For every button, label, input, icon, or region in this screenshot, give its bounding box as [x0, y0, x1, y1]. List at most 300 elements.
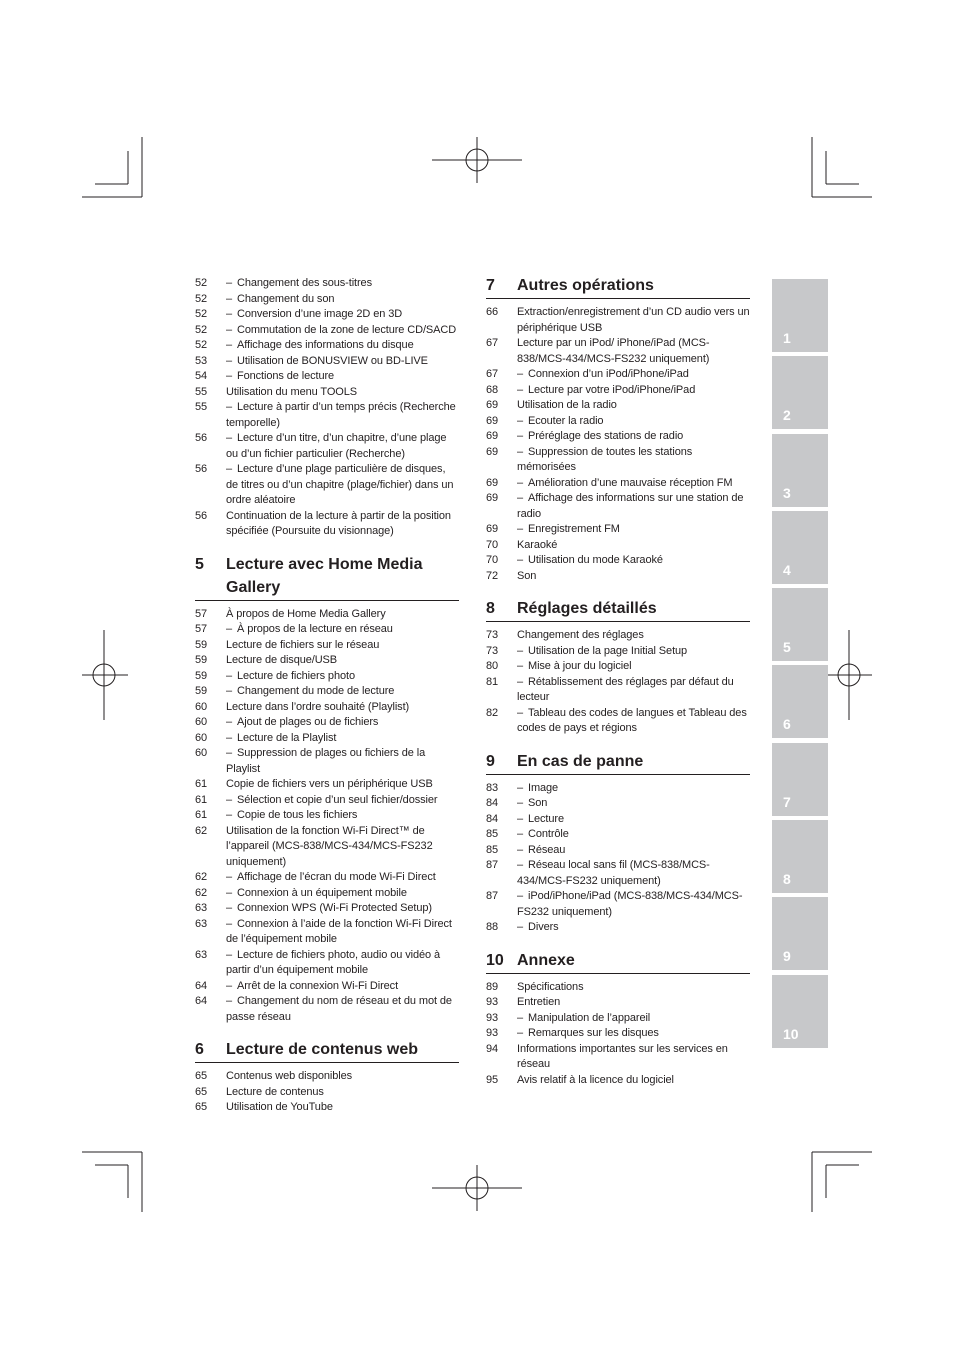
toc-entry-dash: – [517, 890, 524, 902]
chapter-tab-number: 8 [783, 871, 791, 888]
toc-entry-dash: – [517, 492, 524, 504]
toc-entry-page: 52 [195, 323, 208, 336]
toc-entry-text: – Arrêt de la connexion Wi-Fi Direct [226, 979, 459, 995]
toc-entry[interactable] [486, 858, 750, 889]
section-number: 9 [486, 752, 495, 770]
toc-entry-page: 60 [195, 747, 208, 759]
toc-entry-text: – Son [517, 796, 750, 812]
chapter-tab-10[interactable] [772, 975, 828, 1048]
section-title: Lecture de contenus web [226, 1041, 419, 1058]
toc-entry[interactable] [195, 622, 459, 638]
toc-entry-text: – Amélioration d’une mauvaise réception FM [517, 476, 750, 492]
toc-entry-dash: – [226, 948, 233, 961]
toc-entry-text: – Affichage des informations sur une station de radio [517, 492, 744, 520]
toc-entry[interactable] [195, 323, 459, 339]
toc-entry[interactable] [195, 431, 459, 462]
toc-entry[interactable] [486, 659, 750, 675]
toc-entry-page: 69 [486, 399, 499, 411]
toc-entry[interactable] [486, 628, 750, 644]
toc-entry-text: – Sélection et copie d’un seul fichier/dossier [226, 793, 459, 809]
section-title: Autres opérations [517, 277, 654, 294]
toc-entry[interactable] [486, 644, 750, 660]
toc-entry-text: – Utilisation de la page Initial Setup [517, 644, 750, 660]
toc-entry[interactable] [486, 827, 750, 843]
toc-entry-dash: – [226, 979, 233, 992]
section-title: Annexe [517, 951, 575, 969]
toc-entry-page: 52 [195, 339, 208, 351]
toc-entry-text: – Rétablissement des réglages par défaut du lecteur [517, 675, 734, 703]
toc-list-continued [195, 276, 459, 540]
toc-entry[interactable] [486, 538, 750, 554]
toc-entry-page: 59 [195, 669, 208, 682]
chapter-tab-number: 7 [783, 793, 791, 810]
toc-entry-text: – Tableau des codes de langues et Tableau des codes de pays et régions [517, 706, 747, 734]
toc-entry[interactable] [486, 491, 750, 522]
section-heading [486, 949, 750, 974]
toc-entry-page: 85 [486, 828, 499, 840]
toc-entry[interactable] [486, 920, 750, 936]
toc-entry-dash: – [517, 812, 524, 825]
toc-entry-text: – Image [517, 781, 750, 797]
toc-entry-page: 59 [195, 685, 208, 697]
toc-entry[interactable] [486, 812, 750, 828]
toc-entry-page: 84 [486, 812, 499, 825]
toc-entry-dash: – [226, 747, 233, 759]
toc-entry-page: 65 [195, 1085, 208, 1098]
toc-entry-dash: – [517, 828, 524, 840]
toc-entry[interactable] [486, 522, 750, 538]
toc-entry-page: 80 [486, 660, 499, 672]
section-title: Lecture avec Home Media Gallery [226, 555, 423, 596]
toc-entry-page: 61 [195, 778, 208, 790]
toc-entry-text: – Réseau [517, 843, 750, 859]
toc-entry-page: 55 [195, 401, 208, 413]
toc-entry-page: 69 [486, 523, 499, 535]
toc-entry-text: – Copie de tous les fichiers [226, 808, 459, 824]
toc-entry-page: 65 [195, 1101, 208, 1113]
toc-entry-text: Utilisation de YouTube [226, 1101, 333, 1113]
toc-entry[interactable] [195, 917, 459, 948]
toc-entry-dash: – [517, 644, 524, 657]
toc-entry-text: – Lecture d’une plage particulière de disques, de titres ou d’un chapitre (plage/fichier) dans un ordre aléatoire [226, 463, 454, 506]
toc-entry[interactable] [486, 796, 750, 812]
chapter-tab-2[interactable] [772, 356, 828, 429]
toc-entry-page: 62 [195, 886, 208, 899]
toc-entry-text: – Ecouter la radio [517, 414, 750, 430]
toc-entry[interactable] [486, 429, 750, 445]
toc-entry-page: 57 [195, 623, 208, 635]
toc-entry[interactable] [195, 731, 459, 747]
toc-entry[interactable] [486, 1011, 750, 1027]
section-number: 5 [195, 555, 204, 573]
toc-entry-text: – Suppression de toutes les stations mémorisées [517, 445, 693, 473]
chapter-tab-9[interactable] [772, 897, 828, 970]
toc-entry-page: 83 [486, 781, 499, 794]
toc-entry-page: 87 [486, 890, 499, 902]
section-number: 6 [195, 1041, 204, 1058]
toc-entry-text: – Suppression de plages ou fichiers de la Playlist [226, 747, 426, 775]
toc-entry-page: 52 [195, 308, 208, 320]
toc-entry[interactable] [195, 462, 459, 509]
toc-entry[interactable] [486, 476, 750, 492]
chapter-tabs [772, 279, 828, 1052]
toc-entry-text: – Réseau local sans fil (MCS-838/MCS-434/MCS-FS232 uniquement) [517, 859, 710, 887]
toc-entry-page: 63 [195, 917, 208, 930]
toc-entry[interactable] [195, 870, 459, 886]
toc-entry-text: Entretien [517, 996, 561, 1008]
toc-entry-page: 67 [486, 337, 499, 349]
toc-entry[interactable] [486, 781, 750, 797]
toc-entry-dash: – [226, 339, 233, 351]
toc-entry-text: – Lecture d’un titre, d’un chapitre, d’une plage ou d’un fichier particulier (Recherche) [226, 432, 447, 460]
toc-entry[interactable] [195, 746, 459, 777]
section-heading [195, 553, 459, 601]
toc-entry-text: – Conversion d’une image 2D en 3D [226, 307, 459, 323]
chapter-tab-number: 1 [783, 330, 791, 346]
toc-entry[interactable] [195, 1069, 459, 1085]
toc-entry-text: Copie de fichiers vers un périphérique USB [226, 778, 433, 790]
toc-entry-dash: – [226, 685, 233, 697]
toc-entry-page: 61 [195, 809, 208, 821]
toc-entry[interactable] [195, 653, 459, 669]
toc-entry-dash: – [517, 476, 524, 489]
toc-entry-dash: – [226, 401, 233, 413]
toc-entry-text: – À propos de la lecture en réseau [226, 622, 459, 638]
toc-entry-dash: – [517, 1011, 524, 1024]
section-heading [486, 597, 750, 622]
toc-entry[interactable] [195, 607, 459, 623]
toc-entry-dash: – [517, 383, 524, 396]
toc-entry-dash: – [517, 414, 524, 427]
section-title: Réglages détaillés [517, 600, 657, 617]
toc-entry[interactable] [486, 305, 750, 336]
toc-entry[interactable] [486, 367, 750, 383]
toc-entry-page: 56 [195, 509, 208, 522]
toc-entry-dash: – [226, 323, 233, 336]
toc-entry-text: Spécifications [517, 980, 584, 993]
section-heading [486, 274, 750, 299]
toc-entry-text: – iPod/iPhone/iPad (MCS-838/MCS-434/MCS-FS232 uniquement) [517, 890, 743, 918]
toc-entry-page: 70 [486, 538, 499, 551]
toc-entry-dash: – [517, 859, 524, 871]
toc-entry-page: 57 [195, 607, 208, 620]
toc-entry-page: 69 [486, 476, 499, 489]
toc-entry[interactable] [195, 979, 459, 995]
toc-entry-text: Lecture dans l’ordre souhaité (Playlist) [226, 700, 410, 713]
chapter-tab-8[interactable] [772, 820, 828, 893]
toc-entry-dash: – [226, 731, 233, 744]
toc-entry-page: 62 [195, 871, 208, 883]
toc-entry-page: 56 [195, 463, 208, 475]
toc-entry[interactable] [486, 843, 750, 859]
toc-entry-text: – Changement du son [226, 292, 459, 308]
section-title: En cas de panne [517, 752, 644, 770]
toc-entry[interactable] [486, 569, 750, 585]
toc-entry[interactable] [195, 793, 459, 809]
toc-entry-dash: – [226, 871, 233, 883]
toc-entry[interactable] [195, 684, 459, 700]
section-entries [195, 1069, 459, 1116]
toc-entry-dash: – [226, 370, 233, 382]
toc-entry-page: 82 [486, 706, 499, 719]
toc-left-column [195, 276, 459, 1116]
chapter-tab-4[interactable] [772, 511, 828, 584]
toc-entry-text: Utilisation du menu TOOLS [226, 385, 357, 398]
toc-entry-text: – Utilisation de BONUSVIEW ou BD-LIVE [226, 354, 459, 370]
toc-entry[interactable] [195, 385, 459, 401]
section-entries [486, 980, 750, 1089]
toc-entry-text: Informations importantes sur les services en réseau [517, 1042, 728, 1070]
toc-entry-dash: – [517, 843, 524, 856]
toc-entry-page: 63 [195, 948, 208, 961]
toc-entry[interactable] [486, 398, 750, 414]
toc-entry-page: 61 [195, 793, 208, 806]
toc-entry[interactable] [486, 336, 750, 367]
toc-entry-dash: – [226, 716, 233, 728]
toc-entry-text: Continuation de la lecture à partir de la position spécifiée (Poursuite du visionnage) [226, 509, 451, 537]
section-number: 8 [486, 600, 495, 617]
toc-entry-dash: – [517, 445, 524, 458]
toc-entry-page: 54 [195, 370, 208, 382]
toc-entry-dash: – [226, 354, 233, 367]
toc-entry-dash: – [226, 277, 233, 289]
toc-entry[interactable] [486, 383, 750, 399]
toc-entry[interactable] [195, 1085, 459, 1101]
toc-entry-page: 59 [195, 638, 208, 651]
toc-entry[interactable] [486, 553, 750, 569]
toc-entry-page: 88 [486, 921, 499, 933]
toc-entry-page: 60 [195, 716, 208, 728]
toc-entry-page: 73 [486, 629, 499, 641]
toc-entry-page: 56 [195, 432, 208, 444]
toc-entry-text: – Lecture de la Playlist [226, 731, 459, 747]
chapter-tab-5[interactable] [772, 588, 828, 661]
section-entries [486, 628, 750, 737]
chapter-tab-1[interactable] [772, 279, 828, 352]
toc-entry[interactable] [195, 509, 459, 540]
toc-entry-text: Lecture de contenus [226, 1085, 324, 1098]
toc-entry-page: 73 [486, 644, 499, 657]
toc-entry[interactable] [486, 675, 750, 706]
toc-entry[interactable] [195, 292, 459, 308]
toc-entry-page: 67 [486, 368, 499, 380]
toc-entry-page: 55 [195, 385, 208, 398]
chapter-tab-number: 2 [783, 407, 791, 424]
toc-entry-page: 69 [486, 445, 499, 458]
toc-entry-text: Contenus web disponibles [226, 1070, 353, 1082]
toc-entry-text: – Connexion à un équipement mobile [226, 886, 459, 902]
toc-entry[interactable] [195, 886, 459, 902]
toc-entry-page: 69 [486, 492, 499, 504]
toc-entry-text: – Divers [517, 920, 750, 936]
toc-entry-dash: – [517, 706, 524, 719]
toc-entry[interactable] [486, 706, 750, 737]
toc-entry-dash: – [517, 523, 524, 535]
toc-entry-text: – Changement du mode de lecture [226, 684, 459, 700]
toc-entry-text: – Ajout de plages ou de fichiers [226, 715, 459, 731]
toc-entry-dash: – [226, 886, 233, 899]
toc-entry-page: 65 [195, 1070, 208, 1082]
toc-entry[interactable] [486, 1073, 750, 1089]
toc-entry[interactable] [195, 400, 459, 431]
toc-entry-dash: – [226, 793, 233, 806]
toc-entry-dash: – [226, 809, 233, 821]
toc-entry-text: – Mise à jour du logiciel [517, 659, 750, 675]
toc-entry-page: 93 [486, 1011, 499, 1024]
toc-entry-page: 53 [195, 354, 208, 367]
toc-entry-dash: – [226, 308, 233, 320]
toc-entry-text: – Utilisation du mode Karaoké [517, 553, 750, 569]
chapter-tab-3[interactable] [772, 434, 828, 507]
section-entries [195, 607, 459, 1026]
toc-entry-page: 69 [486, 414, 499, 427]
toc-entry[interactable] [486, 980, 750, 996]
toc-entry-dash: – [226, 995, 233, 1007]
toc-entry-text: Lecture de disque/USB [226, 654, 338, 666]
toc-entry-text: – Connexion à l’aide de la fonction Wi-Fi Direct de l’équipement mobile [226, 917, 452, 945]
toc-entry-page: 81 [486, 675, 499, 688]
toc-sections-left [195, 553, 459, 1116]
toc-entry-text: – Lecture à partir d’un temps précis (Recherche temporelle) [226, 401, 456, 429]
toc-entry-page: 93 [486, 1027, 499, 1039]
chapter-tab-number: 9 [783, 948, 791, 965]
chapter-tab-7[interactable] [772, 743, 828, 816]
toc-entry-text: – Lecture de fichiers photo [226, 669, 459, 685]
chapter-tab-number: 6 [783, 716, 791, 733]
toc-entry-page: 93 [486, 996, 499, 1008]
toc-entry-text: – Enregistrement FM [517, 522, 750, 538]
toc-entry-text: – Changement du nom de réseau et du mot de passe réseau [226, 995, 452, 1023]
toc-entry[interactable] [195, 948, 459, 979]
toc-entry[interactable] [195, 715, 459, 731]
toc-entry-text: – Affichage de l’écran du mode Wi-Fi Direct [226, 870, 459, 886]
toc-entry[interactable] [195, 276, 459, 292]
toc-entry[interactable] [195, 638, 459, 654]
toc-entry-page: 85 [486, 843, 499, 856]
toc-entry-dash: – [517, 1027, 524, 1039]
toc-entry-page: 89 [486, 980, 499, 993]
toc-entry-text: – Lecture par votre iPod/iPhone/iPad [517, 383, 750, 399]
toc-entry-dash: – [226, 432, 233, 444]
toc-entry-dash: – [517, 368, 524, 380]
toc-entry-text: Utilisation de la fonction Wi-Fi Direct™ de l’appareil (MCS-838/MCS-434/MCS-FS232 uniquement) [226, 824, 433, 868]
toc-entry-page: 87 [486, 859, 499, 871]
toc-entry-text: – Commutation de la zone de lecture CD/SACD [226, 323, 459, 339]
section-entries [486, 781, 750, 936]
toc-entry-text: Karaoké [517, 538, 558, 551]
toc-entry-page: 68 [486, 383, 499, 396]
toc-entry-text: Extraction/enregistrement d’un CD audio vers un périphérique USB [517, 306, 750, 334]
toc-entry[interactable] [195, 994, 459, 1025]
toc-entry[interactable] [195, 307, 459, 323]
toc-sections-right [486, 274, 750, 1088]
toc-entry[interactable] [195, 824, 459, 871]
toc-entry[interactable] [195, 669, 459, 685]
toc-entry-page: 64 [195, 979, 208, 992]
toc-entry-text: Changement des réglages [517, 629, 644, 641]
chapter-tab-number: 3 [783, 484, 791, 501]
toc-entry-dash: – [226, 917, 233, 930]
toc-entry-dash: – [226, 669, 233, 682]
section-number: 7 [486, 277, 495, 294]
chapter-tab-number: 4 [783, 561, 791, 578]
toc-entry-text: Lecture par un iPod/ iPhone/iPad (MCS-838/MCS-434/MCS-FS232 uniquement) [517, 337, 710, 365]
toc-entry[interactable] [195, 808, 459, 824]
toc-entry-dash: – [517, 430, 524, 442]
chapter-tab-6[interactable] [772, 665, 828, 738]
toc-entry-page: 63 [195, 902, 208, 914]
toc-entry-text: – Changement des sous-titres [226, 276, 459, 292]
section-entries [486, 305, 750, 584]
toc-entry-dash: – [226, 292, 233, 305]
toc-entry-page: 69 [486, 430, 499, 442]
toc-entry-page: 72 [486, 569, 499, 582]
toc-right-column [486, 276, 750, 1088]
toc-entry-text: Avis relatif à la licence du logiciel [517, 1073, 674, 1086]
toc-entry-dash: – [517, 554, 524, 566]
toc-entry[interactable] [195, 338, 459, 354]
toc-entry-dash: – [517, 921, 524, 933]
toc-entry[interactable] [486, 1042, 750, 1073]
toc-entry-page: 70 [486, 554, 499, 566]
toc-entry-page: 52 [195, 292, 208, 305]
toc-entry[interactable] [195, 1100, 459, 1116]
toc-entry[interactable] [486, 889, 750, 920]
toc-entry[interactable] [195, 901, 459, 917]
toc-entry-dash: – [226, 623, 233, 635]
toc-entry-dash: – [517, 781, 524, 794]
toc-entry-text: – Lecture de fichiers photo, audio ou vidéo à partir d’un équipement mobile [226, 948, 441, 976]
toc-entry-text: – Contrôle [517, 827, 750, 843]
toc-entry-text: À propos de Home Media Gallery [226, 607, 386, 620]
toc-entry[interactable] [486, 414, 750, 430]
toc-entry-text: – Préréglage des stations de radio [517, 429, 750, 445]
section-number: 10 [486, 951, 504, 969]
chapter-tab-number: 10 [783, 1025, 799, 1042]
toc-entry-text: – Remarques sur les disques [517, 1026, 750, 1042]
toc-entry[interactable] [195, 369, 459, 385]
toc-entry[interactable] [195, 700, 459, 716]
toc-entry[interactable] [486, 995, 750, 1011]
toc-entry-dash: – [517, 797, 524, 809]
toc-entry-page: 52 [195, 277, 208, 289]
toc-entry-text: – Fonctions de lecture [226, 369, 459, 385]
toc-entry-dash: – [517, 675, 524, 688]
toc-entry-text: Utilisation de la radio [517, 399, 617, 411]
toc-entry[interactable] [486, 1026, 750, 1042]
toc-entry-text: – Manipulation de l’appareil [517, 1011, 750, 1027]
toc-entry[interactable] [195, 777, 459, 793]
toc-entry-page: 59 [195, 654, 208, 666]
toc-entry-text: – Lecture [517, 812, 750, 828]
section-heading [195, 1038, 459, 1063]
toc-entry-page: 60 [195, 700, 208, 713]
toc-entry-page: 94 [486, 1042, 499, 1055]
toc-entry-page: 95 [486, 1073, 499, 1086]
toc-entry-page: 66 [486, 306, 499, 318]
toc-entry-page: 62 [195, 824, 208, 837]
toc-entry-page: 64 [195, 995, 208, 1007]
section-heading [486, 750, 750, 775]
toc-entry-text: Son [517, 569, 537, 582]
toc-entry[interactable] [486, 445, 750, 476]
toc-entry-text: – Connexion d’un iPod/iPhone/iPad [517, 367, 750, 383]
toc-entry-text: – Affichage des informations du disque [226, 338, 459, 354]
toc-entry-text: Lecture de fichiers sur le réseau [226, 638, 380, 651]
toc-entry-page: 60 [195, 731, 208, 744]
toc-entry-page: 84 [486, 797, 499, 809]
toc-entry[interactable] [195, 354, 459, 370]
